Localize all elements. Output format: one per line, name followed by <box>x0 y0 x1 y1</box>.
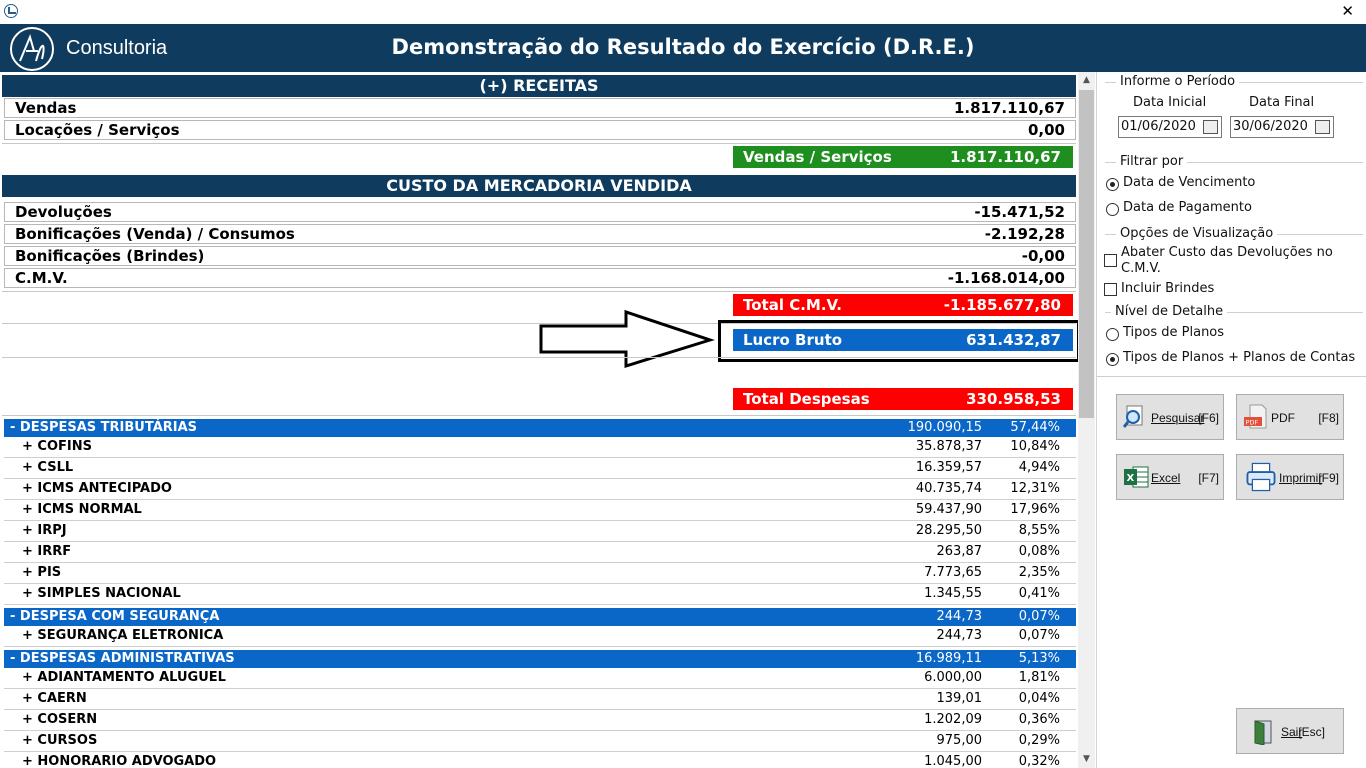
group-label: - DESPESA COM SEGURANÇA <box>10 609 220 624</box>
item-value: 975,00 <box>936 733 982 748</box>
sair-button[interactable] <box>1236 708 1344 754</box>
divider <box>2 291 1076 292</box>
total-label: Lucro Bruto <box>743 331 843 349</box>
row-value: 0,00 <box>1027 121 1065 139</box>
total-vendas-servicos <box>733 146 1073 168</box>
total-value: 1.817.110,67 <box>949 148 1061 166</box>
item-value: 59.437,90 <box>915 502 982 517</box>
row-bonificacoes-venda <box>4 224 1076 244</box>
divider <box>2 415 1076 416</box>
page-title: Demonstração do Resultado do Exercício (D.R.E.) <box>391 35 975 59</box>
pdf-icon <box>1243 404 1269 430</box>
row-label: Locações / Serviços <box>15 121 180 139</box>
total-label: Total Despesas <box>743 390 870 408</box>
group-value: 244,73 <box>936 609 982 624</box>
scroll-down-arrow-icon[interactable]: ▼ <box>1083 754 1090 764</box>
row-devolucoes <box>4 202 1076 222</box>
table-row[interactable] <box>4 710 1076 731</box>
item-value: 139,01 <box>936 691 982 706</box>
table-row[interactable] <box>4 437 1076 458</box>
row-bonificacoes-brindes <box>4 246 1076 266</box>
button-label: Excel <box>1151 471 1181 485</box>
exit-door-icon <box>1251 719 1277 745</box>
item-value: 1.045,00 <box>924 754 982 768</box>
row-value: 1.817.110,67 <box>953 99 1065 117</box>
button-shortcut: [F8] <box>1318 411 1339 425</box>
checkbox-label: Incluir Brindes <box>1121 281 1215 296</box>
logo-text: Consultoria <box>66 37 168 59</box>
date-value: 30/06/2020 <box>1233 119 1308 134</box>
item-value: 16.359,57 <box>915 460 982 475</box>
group-row-seguranca[interactable] <box>4 608 1076 626</box>
excel-button[interactable] <box>1116 454 1224 500</box>
item-label: + PIS <box>22 565 62 580</box>
total-value: -1.185.677,80 <box>943 296 1061 314</box>
table-row[interactable] <box>4 626 1076 647</box>
item-percent: 4,94% <box>1018 460 1060 475</box>
close-window-button[interactable]: ✕ <box>1341 2 1354 20</box>
item-label: + ADIANTAMENTO ALUGUEL <box>22 670 226 685</box>
item-label: + CURSOS <box>22 733 98 748</box>
item-percent: 0,32% <box>1018 754 1060 768</box>
group-value: 16.989,11 <box>915 651 982 666</box>
item-value: 1.202,09 <box>924 712 982 727</box>
item-label: + SEGURANÇA ELETRONICA <box>22 628 224 643</box>
total-label: Vendas / Serviços <box>743 148 892 166</box>
button-label: Sair <box>1281 725 1303 739</box>
item-percent: 10,84% <box>1010 439 1060 454</box>
row-label: Bonificações (Venda) / Consumos <box>15 225 295 243</box>
row-label: C.M.V. <box>15 269 68 287</box>
imprimir-button[interactable] <box>1236 454 1344 500</box>
vertical-scrollbar[interactable] <box>1078 72 1095 768</box>
nivel-title: Nível de Detalhe <box>1111 304 1227 319</box>
button-shortcut: [F6] <box>1198 411 1219 425</box>
table-row[interactable] <box>4 731 1076 752</box>
radio-tipos-planos[interactable] <box>1106 328 1119 341</box>
data-final-label: Data Final <box>1249 95 1315 110</box>
pesquisar-button[interactable] <box>1116 394 1224 440</box>
radio-label: Data de Vencimento <box>1123 175 1256 190</box>
button-label: PDF <box>1271 411 1295 425</box>
table-row[interactable] <box>4 752 1076 768</box>
item-label: + IRRF <box>22 544 72 559</box>
radio-data-pagamento[interactable] <box>1106 203 1119 216</box>
item-label: + ICMS ANTECIPADO <box>22 481 172 496</box>
svg-text:X: X <box>1126 473 1135 484</box>
row-label: Vendas <box>15 99 77 117</box>
row-label: Bonificações (Brindes) <box>15 247 205 265</box>
total-value: 330.958,53 <box>966 390 1061 408</box>
scroll-thumb[interactable] <box>1079 90 1094 418</box>
app-chart-icon <box>4 4 18 18</box>
data-inicial-label: Data Inicial <box>1133 95 1207 110</box>
data-final-field[interactable] <box>1230 116 1334 138</box>
table-row[interactable] <box>4 479 1076 500</box>
item-percent: 0,04% <box>1018 691 1060 706</box>
group-label: - DESPESAS ADMINISTRATIVAS <box>10 651 235 666</box>
checkbox-abater-custo[interactable] <box>1104 254 1117 267</box>
radio-tipos-planos-contas[interactable] <box>1106 353 1119 366</box>
periodo-title: Informe o Período <box>1116 74 1239 89</box>
scroll-up-arrow-icon[interactable]: ▲ <box>1083 75 1090 85</box>
item-percent: 0,36% <box>1018 712 1060 727</box>
table-row[interactable] <box>4 668 1076 689</box>
lucro-bruto <box>733 329 1073 351</box>
total-despesas <box>733 388 1073 410</box>
item-label: + ICMS NORMAL <box>22 502 142 517</box>
receitas-header: (+) RECEITAS <box>2 75 1076 97</box>
item-percent: 2,35% <box>1018 565 1060 580</box>
button-shortcut: [F9] <box>1318 471 1339 485</box>
item-percent: 1,81% <box>1018 670 1060 685</box>
item-value: 40.735,74 <box>915 481 982 496</box>
row-value: -1.168.014,00 <box>947 269 1065 287</box>
table-row[interactable] <box>4 584 1076 605</box>
row-cmv <box>4 268 1076 288</box>
group-percent: 5,13% <box>1018 651 1060 666</box>
magnifier-icon <box>1123 404 1149 430</box>
item-percent: 0,07% <box>1018 628 1060 643</box>
filtrar-title: Filtrar por <box>1116 154 1187 169</box>
options-panel <box>1096 72 1366 768</box>
group-label: - DESPESAS TRIBUTÁRIAS <box>10 420 198 435</box>
table-row[interactable] <box>4 521 1076 542</box>
radio-label: Data de Pagamento <box>1123 200 1252 215</box>
calendar-icon[interactable] <box>1203 120 1218 134</box>
item-percent: 17,96% <box>1010 502 1060 517</box>
row-vendas <box>4 98 1076 118</box>
item-value: 263,87 <box>936 544 982 559</box>
group-row-administrativas[interactable] <box>4 650 1076 668</box>
item-value: 1.345,55 <box>924 586 982 601</box>
app-header <box>0 24 1366 72</box>
item-value: 244,73 <box>936 628 982 643</box>
button-label: Pesquisar <box>1151 411 1205 425</box>
date-value: 01/06/2020 <box>1121 119 1196 134</box>
total-cmv <box>733 294 1073 316</box>
item-percent: 12,31% <box>1010 481 1060 496</box>
row-label: Devoluções <box>15 203 112 221</box>
checkbox-incluir-brindes[interactable] <box>1104 283 1117 296</box>
radio-data-vencimento[interactable] <box>1106 178 1119 191</box>
row-value: -2.192,28 <box>984 225 1065 243</box>
radio-label: Tipos de Planos <box>1123 325 1225 340</box>
row-value: -0,00 <box>1021 247 1065 265</box>
svg-text:PDF: PDF <box>1245 418 1259 427</box>
item-percent: 8,55% <box>1018 523 1060 538</box>
group-divider <box>1097 376 1366 377</box>
arrow-annotation-icon <box>538 309 718 369</box>
item-label: + HONORARIO ADVOGADO <box>22 754 217 768</box>
item-percent: 0,41% <box>1018 586 1060 601</box>
report-area <box>0 72 1078 768</box>
group-percent: 57,44% <box>1010 420 1060 435</box>
opcoes-title: Opções de Visualização <box>1116 226 1277 241</box>
printer-icon <box>1245 461 1277 493</box>
divider <box>2 143 1076 144</box>
item-label: + COFINS <box>22 439 92 454</box>
item-label: + COSERN <box>22 712 98 727</box>
row-locacoes <box>4 120 1076 140</box>
button-label: Imprimir <box>1279 471 1323 485</box>
item-value: 35.878,37 <box>915 439 982 454</box>
table-row[interactable] <box>4 458 1076 479</box>
item-label: + CAERN <box>22 691 87 706</box>
button-shortcut: [F7] <box>1198 471 1219 485</box>
group-percent: 0,07% <box>1018 609 1060 624</box>
total-label: Total C.M.V. <box>743 296 842 314</box>
item-value: 6.000,00 <box>924 670 982 685</box>
item-value: 28.295,50 <box>915 523 982 538</box>
table-row[interactable] <box>4 542 1076 563</box>
total-value: 631.432,87 <box>966 331 1061 349</box>
checkbox-label: Abater Custo das Devoluções no <box>1121 245 1333 260</box>
pdf-button[interactable] <box>1236 394 1344 440</box>
group-value: 190.090,15 <box>907 420 982 435</box>
radio-label: Tipos de Planos + Planos de Contas <box>1123 350 1356 365</box>
item-percent: 0,08% <box>1018 544 1060 559</box>
excel-icon <box>1123 464 1149 490</box>
item-value: 7.773,65 <box>924 565 982 580</box>
item-percent: 0,29% <box>1018 733 1060 748</box>
calendar-icon[interactable] <box>1315 120 1330 134</box>
button-shortcut: [Esc] <box>1298 725 1325 739</box>
item-label: + SIMPLES NACIONAL <box>22 586 181 601</box>
item-label: + CSLL <box>22 460 74 475</box>
table-row[interactable] <box>4 689 1076 710</box>
table-row[interactable] <box>4 563 1076 584</box>
data-inicial-field[interactable] <box>1118 116 1222 138</box>
divider <box>2 357 1076 358</box>
window-titlebar <box>0 0 1366 24</box>
group-row-tributarias[interactable] <box>4 419 1076 437</box>
checkbox-label-line2: C.M.V. <box>1121 261 1161 276</box>
table-row[interactable] <box>4 500 1076 521</box>
row-value: -15.471,52 <box>974 203 1065 221</box>
item-label: + IRPJ <box>22 523 67 538</box>
cmv-header: CUSTO DA MERCADORIA VENDIDA <box>2 175 1076 197</box>
